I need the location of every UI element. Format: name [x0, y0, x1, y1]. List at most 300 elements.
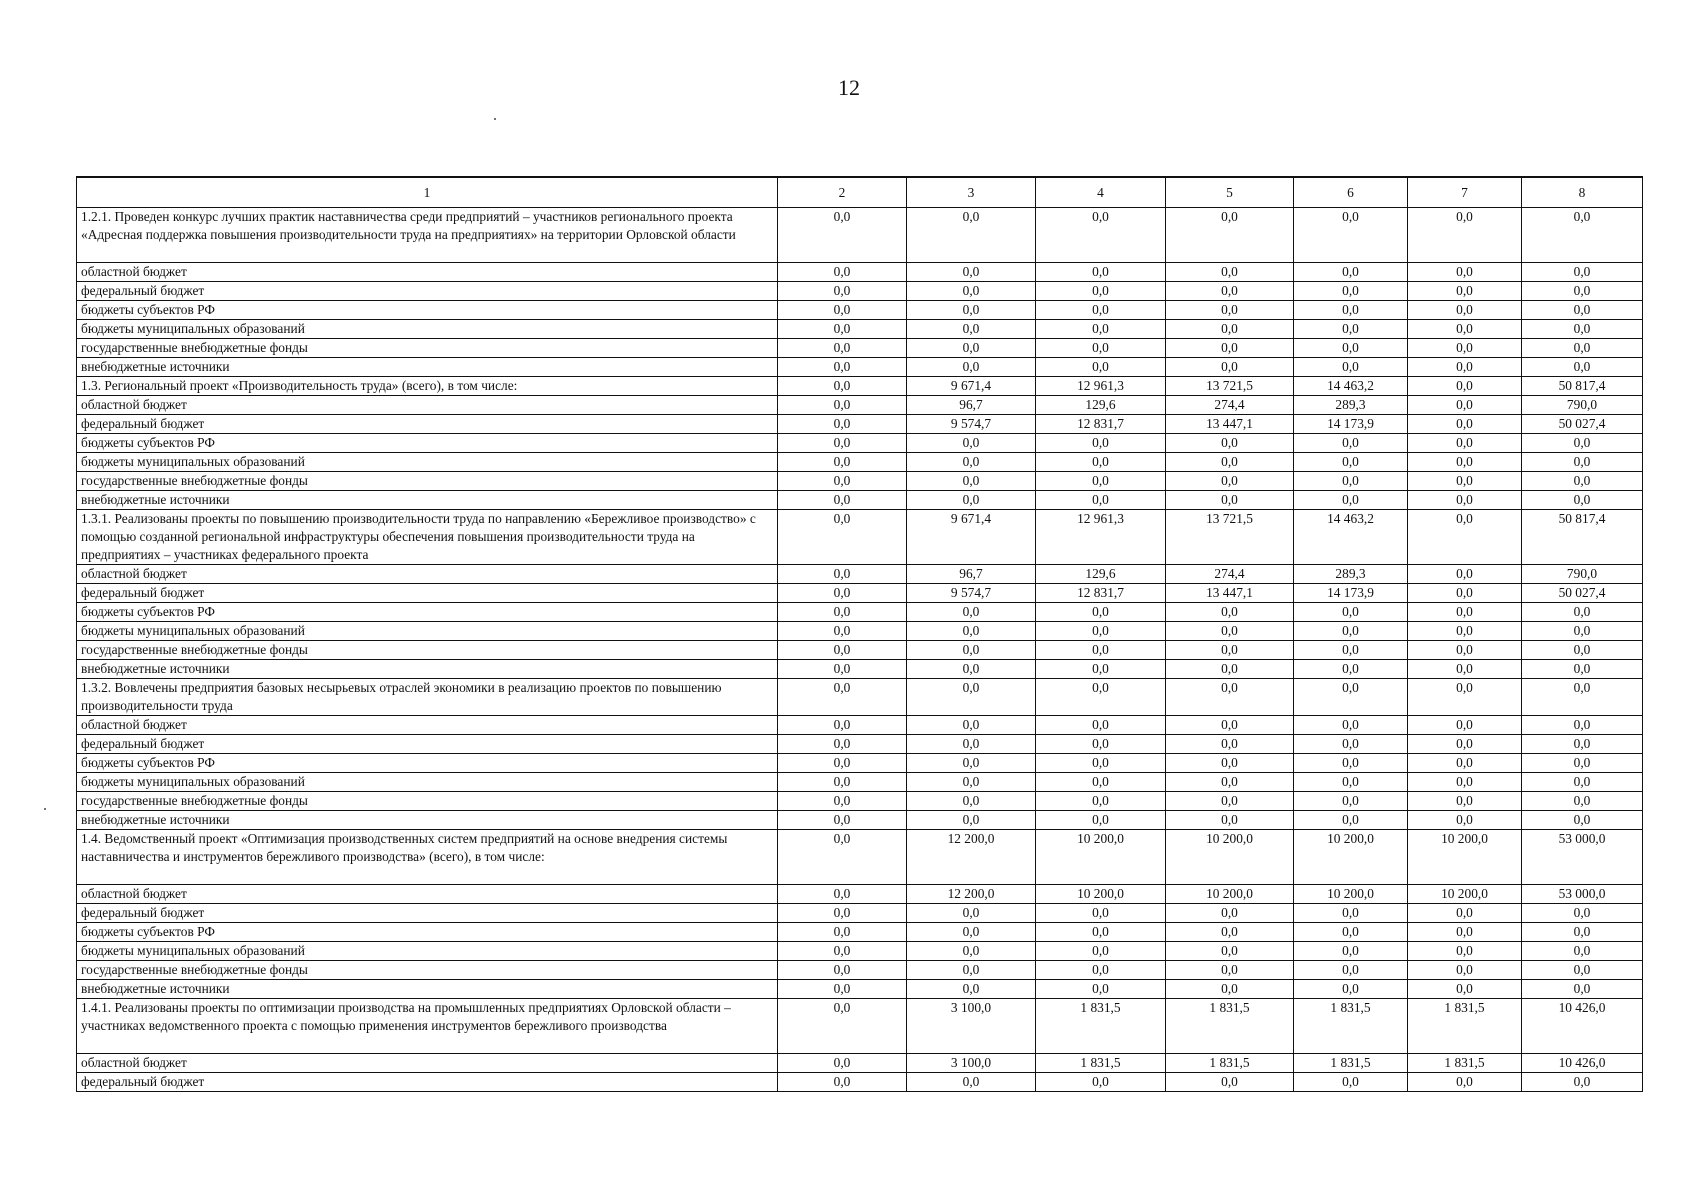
row-name: 1.3. Региональный проект «Производительность труда» (всего), в том числе: — [77, 377, 778, 396]
value-cell: 10 200,0 — [1166, 830, 1294, 885]
value-cell: 0,0 — [1166, 641, 1294, 660]
value-cell: 0,0 — [1036, 980, 1166, 999]
value-cell: 0,0 — [1294, 904, 1408, 923]
row-name: бюджеты субъектов РФ — [77, 754, 778, 773]
value-cell: 0,0 — [778, 1073, 907, 1092]
row-name: федеральный бюджет — [77, 1073, 778, 1092]
row-name: бюджеты субъектов РФ — [77, 603, 778, 622]
column-number: 7 — [1408, 177, 1522, 208]
table-row — [77, 377, 1643, 396]
value-cell: 0,0 — [1166, 301, 1294, 320]
value-cell: 0,0 — [1036, 491, 1166, 510]
value-cell: 0,0 — [907, 904, 1036, 923]
value-cell: 0,0 — [907, 942, 1036, 961]
value-cell: 53 000,0 — [1522, 885, 1643, 904]
value-cell: 790,0 — [1522, 396, 1643, 415]
value-cell: 0,0 — [778, 641, 907, 660]
value-cell: 0,0 — [907, 811, 1036, 830]
value-cell: 10 200,0 — [1036, 830, 1166, 885]
value-cell: 0,0 — [1522, 472, 1643, 491]
value-cell: 0,0 — [1408, 320, 1522, 339]
row-name: бюджеты субъектов РФ — [77, 301, 778, 320]
value-cell: 0,0 — [1522, 282, 1643, 301]
value-cell: 0,0 — [1036, 208, 1166, 263]
value-cell: 0,0 — [778, 263, 907, 282]
value-cell: 0,0 — [1408, 510, 1522, 565]
value-cell: 0,0 — [1408, 904, 1522, 923]
row-name: внебюджетные источники — [77, 358, 778, 377]
value-cell: 790,0 — [1522, 565, 1643, 584]
value-cell: 0,0 — [1036, 339, 1166, 358]
value-cell: 0,0 — [1036, 961, 1166, 980]
table-row — [77, 282, 1643, 301]
value-cell: 10 200,0 — [1166, 885, 1294, 904]
value-cell: 0,0 — [1408, 434, 1522, 453]
value-cell: 0,0 — [907, 453, 1036, 472]
value-cell: 1 831,5 — [1294, 999, 1408, 1054]
value-cell: 0,0 — [1522, 263, 1643, 282]
value-cell: 0,0 — [1408, 301, 1522, 320]
table-row — [77, 434, 1643, 453]
row-name: областной бюджет — [77, 263, 778, 282]
row-name: областной бюджет — [77, 565, 778, 584]
value-cell: 10 426,0 — [1522, 1054, 1643, 1073]
table-row — [77, 904, 1643, 923]
value-cell: 0,0 — [1408, 415, 1522, 434]
table-row — [77, 584, 1643, 603]
row-name: бюджеты муниципальных образований — [77, 942, 778, 961]
column-number: 4 — [1036, 177, 1166, 208]
value-cell: 0,0 — [1294, 1073, 1408, 1092]
value-cell: 13 721,5 — [1166, 510, 1294, 565]
value-cell: 10 426,0 — [1522, 999, 1643, 1054]
value-cell: 0,0 — [1166, 434, 1294, 453]
value-cell: 12 831,7 — [1036, 584, 1166, 603]
value-cell: 0,0 — [1408, 961, 1522, 980]
value-cell: 0,0 — [778, 565, 907, 584]
value-cell: 0,0 — [1522, 679, 1643, 716]
value-cell: 0,0 — [778, 942, 907, 961]
value-cell: 0,0 — [1522, 453, 1643, 472]
value-cell: 0,0 — [778, 980, 907, 999]
value-cell: 1 831,5 — [1294, 1054, 1408, 1073]
table-row — [77, 339, 1643, 358]
value-cell: 0,0 — [778, 679, 907, 716]
value-cell: 0,0 — [1036, 773, 1166, 792]
value-cell: 0,0 — [1166, 472, 1294, 491]
table-row — [77, 358, 1643, 377]
row-name: 1.4.1. Реализованы проекты по оптимизации производства на промышленных предприятиях Орловской области – участниках ведомственного проекта с помощью применения инструментов бережливого производства — [77, 999, 778, 1054]
value-cell: 0,0 — [1166, 773, 1294, 792]
row-name: федеральный бюджет — [77, 415, 778, 434]
value-cell: 0,0 — [907, 603, 1036, 622]
value-cell: 14 463,2 — [1294, 377, 1408, 396]
value-cell: 0,0 — [1036, 923, 1166, 942]
value-cell: 0,0 — [778, 396, 907, 415]
value-cell: 9 671,4 — [907, 510, 1036, 565]
table-row-section — [77, 830, 1643, 885]
value-cell: 0,0 — [1408, 980, 1522, 999]
value-cell: 0,0 — [778, 603, 907, 622]
value-cell: 0,0 — [1522, 716, 1643, 735]
row-name: бюджеты субъектов РФ — [77, 923, 778, 942]
value-cell: 0,0 — [1294, 301, 1408, 320]
value-cell: 0,0 — [1408, 735, 1522, 754]
value-cell: 0,0 — [1294, 942, 1408, 961]
value-cell: 0,0 — [1522, 904, 1643, 923]
value-cell: 1 831,5 — [1036, 1054, 1166, 1073]
value-cell: 0,0 — [1408, 472, 1522, 491]
row-name: федеральный бюджет — [77, 282, 778, 301]
row-name: государственные внебюджетные фонды — [77, 961, 778, 980]
value-cell: 10 200,0 — [1408, 830, 1522, 885]
table-row — [77, 622, 1643, 641]
value-cell: 0,0 — [1408, 584, 1522, 603]
value-cell: 0,0 — [1294, 716, 1408, 735]
row-name: внебюджетные источники — [77, 660, 778, 679]
value-cell: 0,0 — [1294, 453, 1408, 472]
value-cell: 0,0 — [1294, 622, 1408, 641]
value-cell: 0,0 — [778, 999, 907, 1054]
value-cell: 0,0 — [1166, 320, 1294, 339]
value-cell: 53 000,0 — [1522, 830, 1643, 885]
column-number: 1 — [77, 177, 778, 208]
value-cell: 0,0 — [778, 773, 907, 792]
value-cell: 0,0 — [1522, 603, 1643, 622]
value-cell: 0,0 — [1522, 980, 1643, 999]
value-cell: 0,0 — [1294, 660, 1408, 679]
table-row — [77, 472, 1643, 491]
value-cell: 0,0 — [778, 754, 907, 773]
value-cell: 0,0 — [1294, 472, 1408, 491]
column-number: 3 — [907, 177, 1036, 208]
table-row — [77, 1073, 1643, 1092]
value-cell: 1 831,5 — [1166, 999, 1294, 1054]
value-cell: 0,0 — [1522, 641, 1643, 660]
value-cell: 0,0 — [1522, 434, 1643, 453]
value-cell: 0,0 — [907, 301, 1036, 320]
table-row — [77, 773, 1643, 792]
value-cell: 0,0 — [1294, 208, 1408, 263]
value-cell: 0,0 — [907, 754, 1036, 773]
value-cell: 0,0 — [1408, 679, 1522, 716]
value-cell: 129,6 — [1036, 396, 1166, 415]
value-cell: 0,0 — [1408, 396, 1522, 415]
value-cell: 0,0 — [907, 282, 1036, 301]
table-row-section — [77, 208, 1643, 263]
value-cell: 0,0 — [1166, 735, 1294, 754]
value-cell: 50 817,4 — [1522, 377, 1643, 396]
value-cell: 0,0 — [1294, 641, 1408, 660]
value-cell: 0,0 — [907, 679, 1036, 716]
table-row — [77, 301, 1643, 320]
value-cell: 14 463,2 — [1294, 510, 1408, 565]
column-number: 5 — [1166, 177, 1294, 208]
value-cell: 0,0 — [1408, 282, 1522, 301]
page-number: 12 — [838, 75, 860, 100]
value-cell: 0,0 — [1522, 811, 1643, 830]
value-cell: 1 831,5 — [1408, 1054, 1522, 1073]
value-cell: 0,0 — [778, 660, 907, 679]
value-cell: 0,0 — [907, 961, 1036, 980]
value-cell: 0,0 — [1036, 754, 1166, 773]
value-cell: 50 027,4 — [1522, 584, 1643, 603]
value-cell: 0,0 — [1166, 679, 1294, 716]
table-row — [77, 980, 1643, 999]
table-row-section — [77, 999, 1643, 1054]
column-number: 8 — [1522, 177, 1643, 208]
value-cell: 0,0 — [1166, 980, 1294, 999]
value-cell: 0,0 — [1408, 208, 1522, 263]
value-cell: 0,0 — [778, 735, 907, 754]
value-cell: 0,0 — [1294, 339, 1408, 358]
value-cell: 0,0 — [1408, 622, 1522, 641]
value-cell: 0,0 — [907, 622, 1036, 641]
table-row — [77, 641, 1643, 660]
value-cell: 0,0 — [1522, 339, 1643, 358]
value-cell: 0,0 — [1294, 491, 1408, 510]
value-cell: 0,0 — [778, 510, 907, 565]
value-cell: 0,0 — [1166, 942, 1294, 961]
value-cell: 0,0 — [778, 923, 907, 942]
value-cell: 12 831,7 — [1036, 415, 1166, 434]
value-cell: 10 200,0 — [1294, 885, 1408, 904]
table-row — [77, 811, 1643, 830]
value-cell: 0,0 — [1522, 622, 1643, 641]
value-cell: 0,0 — [907, 980, 1036, 999]
value-cell: 0,0 — [1036, 792, 1166, 811]
value-cell: 14 173,9 — [1294, 584, 1408, 603]
value-cell: 0,0 — [1408, 716, 1522, 735]
value-cell: 0,0 — [1294, 679, 1408, 716]
value-cell: 0,0 — [1036, 622, 1166, 641]
table-row — [77, 754, 1643, 773]
value-cell: 0,0 — [907, 434, 1036, 453]
table-row — [77, 660, 1643, 679]
value-cell: 0,0 — [1408, 811, 1522, 830]
value-cell: 0,0 — [1294, 320, 1408, 339]
value-cell: 0,0 — [1294, 961, 1408, 980]
table-row — [77, 792, 1643, 811]
value-cell: 0,0 — [1408, 603, 1522, 622]
value-cell: 0,0 — [778, 961, 907, 980]
value-cell: 0,0 — [1036, 263, 1166, 282]
value-cell: 0,0 — [1166, 339, 1294, 358]
value-cell: 0,0 — [907, 491, 1036, 510]
value-cell: 0,0 — [1166, 282, 1294, 301]
value-cell: 0,0 — [1294, 923, 1408, 942]
value-cell: 0,0 — [1408, 491, 1522, 510]
row-name: федеральный бюджет — [77, 584, 778, 603]
budget-table — [76, 176, 1643, 1092]
value-cell: 0,0 — [1408, 358, 1522, 377]
value-cell: 0,0 — [1522, 491, 1643, 510]
value-cell: 0,0 — [1408, 792, 1522, 811]
value-cell: 1 831,5 — [1166, 1054, 1294, 1073]
value-cell: 0,0 — [1166, 453, 1294, 472]
value-cell: 10 200,0 — [1036, 885, 1166, 904]
value-cell: 0,0 — [1166, 603, 1294, 622]
value-cell: 289,3 — [1294, 565, 1408, 584]
value-cell: 0,0 — [1408, 263, 1522, 282]
table-row — [77, 942, 1643, 961]
value-cell: 0,0 — [1036, 301, 1166, 320]
table-row — [77, 453, 1643, 472]
table-row — [77, 415, 1643, 434]
value-cell: 0,0 — [1294, 358, 1408, 377]
row-name: областной бюджет — [77, 716, 778, 735]
value-cell: 9 574,7 — [907, 415, 1036, 434]
value-cell: 0,0 — [1036, 811, 1166, 830]
value-cell: 0,0 — [1408, 773, 1522, 792]
value-cell: 0,0 — [778, 472, 907, 491]
value-cell: 0,0 — [1036, 434, 1166, 453]
column-number: 6 — [1294, 177, 1408, 208]
value-cell: 0,0 — [1294, 282, 1408, 301]
value-cell: 0,0 — [1294, 773, 1408, 792]
row-name: государственные внебюджетные фонды — [77, 472, 778, 491]
value-cell: 3 100,0 — [907, 999, 1036, 1054]
value-cell: 0,0 — [1294, 735, 1408, 754]
value-cell: 50 817,4 — [1522, 510, 1643, 565]
row-name: бюджеты муниципальных образований — [77, 773, 778, 792]
scan-speck — [494, 118, 496, 120]
value-cell: 96,7 — [907, 396, 1036, 415]
table-row — [77, 396, 1643, 415]
value-cell: 0,0 — [1294, 263, 1408, 282]
value-cell: 0,0 — [1036, 942, 1166, 961]
value-cell: 12 961,3 — [1036, 377, 1166, 396]
value-cell: 0,0 — [1408, 565, 1522, 584]
value-cell: 0,0 — [1166, 208, 1294, 263]
value-cell: 12 200,0 — [907, 885, 1036, 904]
value-cell: 12 961,3 — [1036, 510, 1166, 565]
table-row — [77, 716, 1643, 735]
value-cell: 0,0 — [1522, 660, 1643, 679]
value-cell: 0,0 — [1522, 942, 1643, 961]
table-row — [77, 923, 1643, 942]
table-row — [77, 885, 1643, 904]
row-name: федеральный бюджет — [77, 735, 778, 754]
row-name: областной бюджет — [77, 396, 778, 415]
value-cell: 0,0 — [1036, 735, 1166, 754]
scan-speck — [44, 808, 46, 810]
value-cell: 0,0 — [778, 584, 907, 603]
value-cell: 0,0 — [1522, 358, 1643, 377]
row-name: областной бюджет — [77, 1054, 778, 1073]
table-row-section — [77, 510, 1643, 565]
value-cell: 0,0 — [1522, 773, 1643, 792]
value-cell: 13 447,1 — [1166, 584, 1294, 603]
value-cell: 0,0 — [1408, 923, 1522, 942]
value-cell: 0,0 — [1294, 603, 1408, 622]
value-cell: 13 721,5 — [1166, 377, 1294, 396]
value-cell: 0,0 — [1166, 923, 1294, 942]
value-cell: 0,0 — [1166, 904, 1294, 923]
row-name: внебюджетные источники — [77, 980, 778, 999]
value-cell: 0,0 — [778, 792, 907, 811]
column-number-row — [77, 177, 1643, 208]
table-row — [77, 603, 1643, 622]
value-cell: 0,0 — [1522, 1073, 1643, 1092]
value-cell: 3 100,0 — [907, 1054, 1036, 1073]
value-cell: 274,4 — [1166, 396, 1294, 415]
value-cell: 0,0 — [1036, 453, 1166, 472]
value-cell: 0,0 — [1294, 811, 1408, 830]
row-name: областной бюджет — [77, 885, 778, 904]
value-cell: 0,0 — [907, 208, 1036, 263]
value-cell: 289,3 — [1294, 396, 1408, 415]
value-cell: 0,0 — [1522, 792, 1643, 811]
value-cell: 0,0 — [778, 716, 907, 735]
value-cell: 0,0 — [1166, 811, 1294, 830]
value-cell: 0,0 — [907, 263, 1036, 282]
row-name: бюджеты муниципальных образований — [77, 622, 778, 641]
value-cell: 0,0 — [1166, 622, 1294, 641]
value-cell: 0,0 — [1166, 1073, 1294, 1092]
table-row — [77, 491, 1643, 510]
value-cell: 13 447,1 — [1166, 415, 1294, 434]
value-cell: 0,0 — [1036, 320, 1166, 339]
value-cell: 0,0 — [1522, 208, 1643, 263]
value-cell: 0,0 — [1036, 603, 1166, 622]
value-cell: 0,0 — [778, 320, 907, 339]
table-row-section — [77, 679, 1643, 716]
value-cell: 0,0 — [907, 923, 1036, 942]
value-cell: 0,0 — [1166, 660, 1294, 679]
row-name: внебюджетные источники — [77, 811, 778, 830]
value-cell: 0,0 — [1522, 735, 1643, 754]
value-cell: 96,7 — [907, 565, 1036, 584]
value-cell: 0,0 — [1294, 754, 1408, 773]
value-cell: 0,0 — [778, 491, 907, 510]
value-cell: 0,0 — [1294, 792, 1408, 811]
value-cell: 0,0 — [1522, 754, 1643, 773]
value-cell: 9 574,7 — [907, 584, 1036, 603]
value-cell: 10 200,0 — [1294, 830, 1408, 885]
value-cell: 50 027,4 — [1522, 415, 1643, 434]
value-cell: 274,4 — [1166, 565, 1294, 584]
value-cell: 0,0 — [778, 208, 907, 263]
table-row — [77, 1054, 1643, 1073]
value-cell: 0,0 — [1036, 904, 1166, 923]
value-cell: 0,0 — [778, 453, 907, 472]
value-cell: 0,0 — [1408, 1073, 1522, 1092]
value-cell: 9 671,4 — [907, 377, 1036, 396]
value-cell: 0,0 — [1408, 339, 1522, 358]
value-cell: 0,0 — [778, 811, 907, 830]
value-cell: 0,0 — [907, 339, 1036, 358]
row-name: 1.2.1. Проведен конкурс лучших практик наставничества среди предприятий – участников регионального проекта «Адресная поддержка повышения производительности труда на предприятиях» на территории Орловской области — [77, 208, 778, 263]
value-cell: 0,0 — [1408, 641, 1522, 660]
value-cell: 0,0 — [1522, 923, 1643, 942]
row-name: бюджеты муниципальных образований — [77, 320, 778, 339]
table-row — [77, 961, 1643, 980]
value-cell: 0,0 — [778, 622, 907, 641]
value-cell: 0,0 — [1036, 660, 1166, 679]
table-row — [77, 735, 1643, 754]
row-name: бюджеты субъектов РФ — [77, 434, 778, 453]
value-cell: 1 831,5 — [1408, 999, 1522, 1054]
value-cell: 0,0 — [1036, 358, 1166, 377]
value-cell: 0,0 — [778, 282, 907, 301]
value-cell: 0,0 — [907, 735, 1036, 754]
value-cell: 0,0 — [1408, 754, 1522, 773]
value-cell: 0,0 — [1166, 358, 1294, 377]
table-row — [77, 565, 1643, 584]
value-cell: 0,0 — [907, 660, 1036, 679]
row-name: государственные внебюджетные фонды — [77, 339, 778, 358]
